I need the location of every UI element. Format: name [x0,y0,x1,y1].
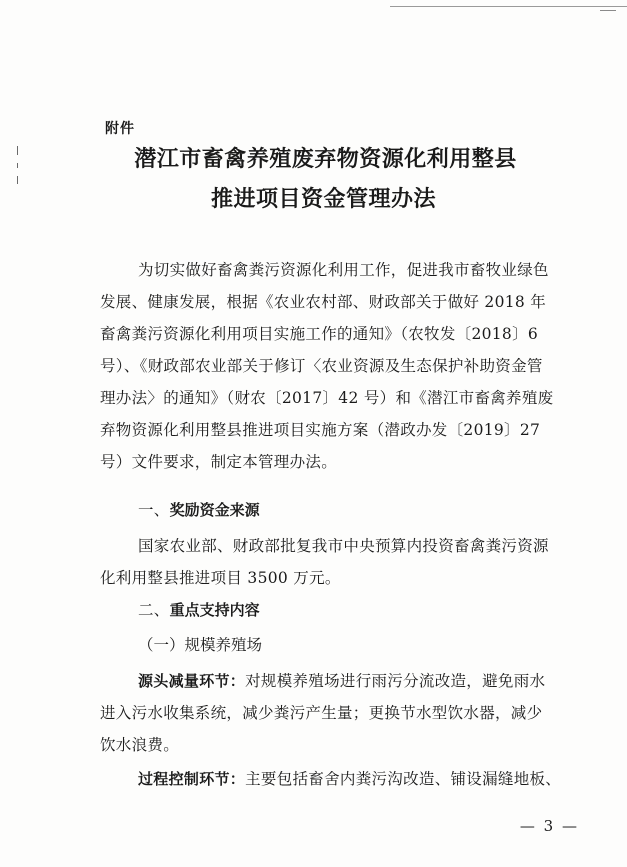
funding-source-paragraph [100,530,590,594]
attachment-label: 附件 [105,121,135,137]
section-title: 奖励资金来源 [169,501,260,519]
source-reduction-paragraph [100,665,590,761]
document-title-line-2: 推进项目资金管理办法 [210,186,436,212]
paragraph-text: 主要包括畜舍内粪污沟改造、铺设漏缝地板、 [245,770,562,788]
scan-top-edge-line [390,6,627,7]
paragraph-line: 饮水浪费。 [100,736,180,754]
paragraph-text: 对规模养殖场进行雨污分流改造，避免雨水 [245,672,546,690]
document-title-line-1: 潜江市畜禽养殖废弃物资源化利用整县 [134,146,517,172]
section-title: 重点支持内容 [169,601,260,619]
section-heading-funding-source [138,494,260,526]
paragraph-lead: 源头减量环节： [138,672,246,690]
intro-paragraph [100,254,590,478]
paragraph-line [100,665,590,697]
paragraph-lead: 过程控制环节： [138,770,246,788]
section-number: 二、 [138,601,170,619]
process-control-paragraph [100,763,590,795]
intro-line: 畜禽粪污资源化利用项目实施工作的通知》（农牧发〔2018〕6 [100,325,539,343]
intro-line: 为切实做好畜禽粪污资源化利用工作，促进我市畜牧业绿色 [138,261,549,279]
intro-line: 发展、健康发展，根据《农业农村部、财政部关于做好 2018 年 [100,293,547,311]
section-heading-key-support [138,594,260,626]
intro-line: 弃物资源化利用整县推进项目实施方案（潜政办发〔2019〕27 [100,421,541,439]
page-number: — 3 — [519,817,579,835]
paragraph-line: 化利用整县推进项目 3500 万元。 [100,569,341,587]
paragraph-line: 国家农业部、财政部批复我市中央预算内投资畜禽粪污资源 [138,537,549,555]
paragraph-line: 进入污水收集系统，减少粪污产生量；更换节水型饮水器，减少 [100,704,543,722]
section-number: 一、 [138,501,170,519]
binding-hole-mark [17,176,18,184]
scan-top-edge-mark [600,10,616,11]
intro-line: 号）、《财政部农业部关于修订〈农业资源及生态保护补助资金管 [100,357,543,375]
subsection-heading-large-farms: （一）规模养殖场 [138,636,263,654]
paragraph-line [100,763,590,795]
intro-line: 号）文件要求，制定本管理办法。 [100,453,338,471]
intro-line: 理办法〉的通知》（财农〔2017〕42 号）和《潜江市畜禽养殖废 [100,389,554,407]
